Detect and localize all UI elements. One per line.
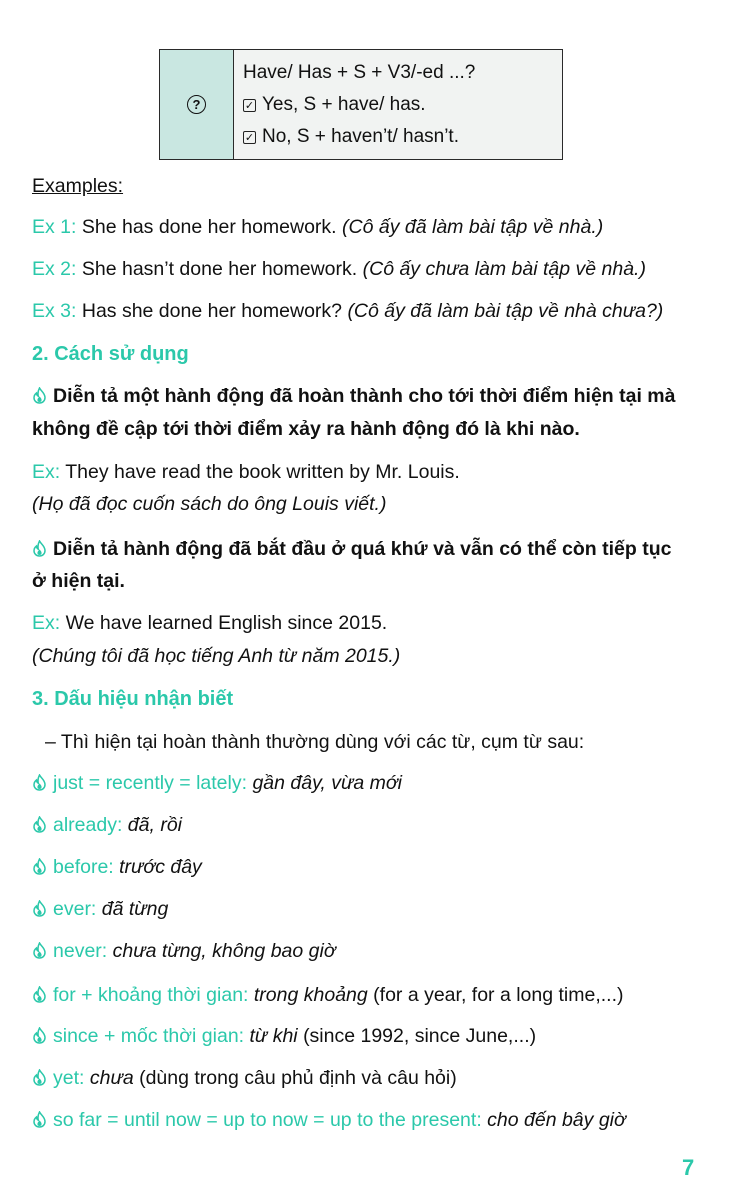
example-label: Ex: <box>32 461 61 483</box>
signal-meaning: chưa <box>89 1067 134 1089</box>
example-3 <box>32 299 663 323</box>
usage-example-2-translation: (Chúng tôi đã học tiếng Anh từ năm 2015.) <box>32 645 401 667</box>
flame-bullet-icon <box>32 540 47 557</box>
flame-bullet-icon <box>32 816 47 833</box>
usage-example-2 <box>32 611 387 635</box>
signal-item <box>32 939 336 963</box>
flame-bullet-icon <box>32 858 47 875</box>
example-label: Ex 1: <box>32 216 77 238</box>
flame-bullet-icon <box>32 900 47 917</box>
question-circle-icon: ? <box>187 95 206 114</box>
signal-item <box>32 855 202 879</box>
signal-meaning: từ khi <box>249 1025 298 1047</box>
usage-point-1 <box>32 384 676 408</box>
signal-term: already: <box>53 814 123 836</box>
page-number: 7 <box>682 1155 695 1180</box>
signal-term: since + mốc thời gian: <box>53 1025 245 1047</box>
example-translation: (Cô ấy đã làm bài tập về nhà.) <box>342 216 604 238</box>
signal-meaning: gần đây, vừa mới <box>252 772 402 794</box>
usage-point-text: Diễn tả một hành động đã hoàn thành cho tới thời điểm hiện tại mà <box>53 385 676 407</box>
signal-term: so far = until now = up to now = up to the present: <box>53 1109 482 1131</box>
formula-no <box>243 124 562 156</box>
signal-item <box>32 1066 457 1090</box>
example-sentence: They have read the book written by Mr. Louis. <box>65 461 460 483</box>
example-sentence: Has she done her homework? <box>81 300 343 322</box>
checkbox-icon: ✓ <box>244 132 255 144</box>
usage-example-1 <box>32 460 460 484</box>
usage-point-text: Diễn tả hành động đã bắt đầu ở quá khứ và vẫn có thể còn tiếp tục <box>53 538 672 560</box>
signal-item <box>32 1108 626 1132</box>
signal-term: yet: <box>53 1067 85 1089</box>
formula-yes <box>243 92 562 124</box>
signal-meaning: cho đến bây giờ <box>487 1109 626 1131</box>
signal-item <box>32 771 402 795</box>
signal-term: before: <box>53 856 114 878</box>
flame-bullet-icon <box>32 1111 47 1128</box>
signal-term: ever: <box>53 898 97 920</box>
signal-meaning: đã, rồi <box>127 814 182 836</box>
signal-item <box>32 983 624 1007</box>
signal-note: (for a year, for a long time,...) <box>373 984 624 1006</box>
flame-bullet-icon <box>32 1027 47 1044</box>
signal-note: (dùng trong câu phủ định và câu hỏi) <box>139 1067 457 1089</box>
formula-no-text: No, S + haven’t/ hasn’t. <box>262 126 459 147</box>
signal-meaning: đã từng <box>101 898 169 920</box>
formula-body-cell <box>234 50 562 159</box>
example-translation: (Cô ấy đã làm bài tập về nhà chưa?) <box>347 300 664 322</box>
flame-bullet-icon <box>32 774 47 791</box>
example-sentence: We have learned English since 2015. <box>65 612 388 634</box>
formula-yes-text: Yes, S + have/ has. <box>262 94 426 115</box>
usage-point-1-cont: không đề cập tới thời điểm xảy ra hành động đó là khi nào. <box>32 418 580 440</box>
signal-item <box>32 813 182 837</box>
example-sentence: She has done her homework. <box>81 216 337 238</box>
signal-term: never: <box>53 940 108 962</box>
signal-note: (since 1992, since June,...) <box>303 1025 537 1047</box>
example-2 <box>32 257 646 281</box>
example-label: Ex 3: <box>32 300 77 322</box>
signal-item <box>32 897 168 921</box>
example-label: Ex 2: <box>32 258 77 280</box>
signal-meaning: chưa từng, không bao giờ <box>112 940 336 962</box>
signal-meaning: trước đây <box>119 856 202 878</box>
examples-heading: Examples: <box>32 175 124 197</box>
flame-bullet-icon <box>32 1069 47 1086</box>
example-label: Ex: <box>32 612 61 634</box>
flame-bullet-icon <box>32 387 47 404</box>
example-sentence: She hasn’t done her homework. <box>81 258 358 280</box>
formula-table <box>159 49 563 160</box>
usage-point-2 <box>32 537 671 561</box>
section-heading-usage: 2. Cách sử dụng <box>32 343 189 365</box>
signal-term: for + khoảng thời gian: <box>53 984 249 1006</box>
signals-intro: – Thì hiện tại hoàn thành thường dùng với các từ, cụm từ sau: <box>45 731 585 753</box>
usage-point-2-cont: ở hiện tại. <box>32 570 125 592</box>
flame-bullet-icon <box>32 986 47 1003</box>
formula-question: Have/ Has + S + V3/-ed ...? <box>243 62 476 83</box>
flame-bullet-icon <box>32 942 47 959</box>
signal-item <box>32 1024 536 1048</box>
checkbox-icon: ✓ <box>244 100 255 112</box>
formula-icon-cell <box>160 50 234 159</box>
section-heading-signals: 3. Dấu hiệu nhận biết <box>32 688 234 710</box>
signal-meaning: trong khoảng <box>253 984 368 1006</box>
usage-example-1-translation: (Họ đã đọc cuốn sách do ông Louis viết.) <box>32 493 387 515</box>
example-1 <box>32 215 603 239</box>
example-translation: (Cô ấy chưa làm bài tập về nhà.) <box>362 258 646 280</box>
signal-term: just = recently = lately: <box>53 772 248 794</box>
